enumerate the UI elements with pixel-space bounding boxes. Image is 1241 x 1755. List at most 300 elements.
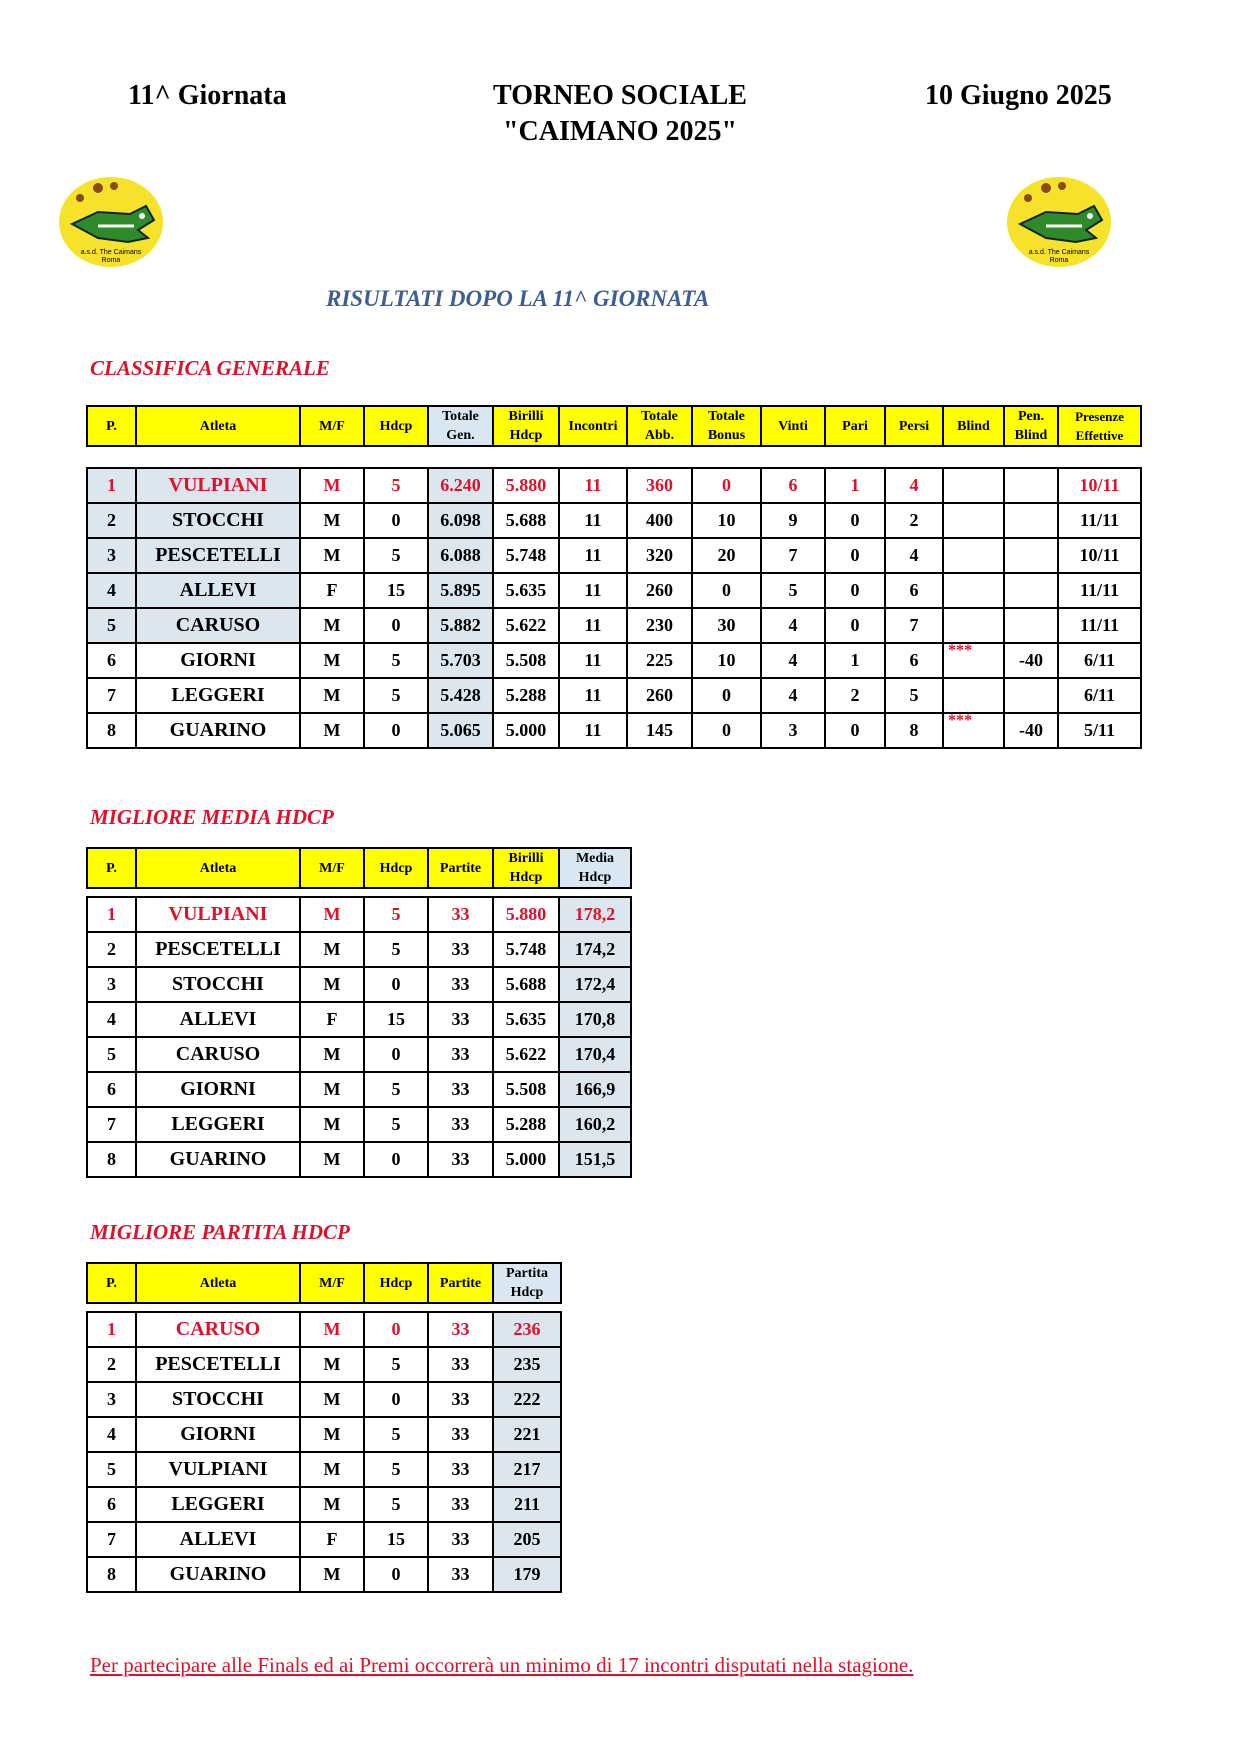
cell-incontri: 11 [559,678,627,713]
cell-mf: M [300,967,364,1002]
cell-atleta: CARUSO [136,1037,300,1072]
table-row [87,1452,561,1487]
cell-presenze: 10/11 [1058,538,1141,573]
cell-mf: M [300,538,364,573]
spacer-cell [87,446,136,468]
cell-atleta: VULPIANI [136,897,300,932]
cell-atleta: STOCCHI [136,1382,300,1417]
cell-abb: 320 [627,538,692,573]
col-header: Media Hdcp [559,848,631,888]
cell-atleta: VULPIANI [136,468,300,503]
cell-media: 178,2 [559,897,631,932]
media-header-row [87,848,631,888]
cell-p: 2 [87,932,136,967]
spacer-cell [559,888,631,897]
cell-partite: 33 [428,967,493,1002]
cell-atleta: ALLEVI [136,1522,300,1557]
cell-media: 170,8 [559,1002,631,1037]
cell-atleta: LEGGERI [136,1107,300,1142]
spacer-cell [493,1303,561,1312]
cell-pari: 2 [825,678,885,713]
cell-birilli: 5.508 [493,643,559,678]
cell-birilli: 5.748 [493,932,559,967]
cell-mf: M [300,643,364,678]
cell-atleta: GUARINO [136,1142,300,1177]
cell-mf: F [300,1002,364,1037]
cell-pen: -40 [1004,713,1058,748]
col-header: M/F [300,1263,364,1303]
cell-birilli: 5.622 [493,1037,559,1072]
col-header: P. [87,406,136,446]
cell-p: 7 [87,678,136,713]
cell-p: 6 [87,643,136,678]
cell-media: 151,5 [559,1142,631,1177]
cell-media: 170,4 [559,1037,631,1072]
cell-atleta: ALLEVI [136,1002,300,1037]
spacer-cell [300,888,364,897]
col-header: Atleta [136,848,300,888]
cell-partite: 33 [428,1382,493,1417]
cell-p: 7 [87,1522,136,1557]
cell-incontri: 11 [559,468,627,503]
cell-birilli: 5.635 [493,1002,559,1037]
table-row [87,1002,631,1037]
col-header: Partite [428,848,493,888]
cell-hdcp: 5 [364,1107,428,1142]
cell-blind [943,608,1004,643]
col-header: Hdcp [364,848,428,888]
col-header: Pen. Blind [1004,406,1058,446]
spacer-cell [364,1303,428,1312]
cell-birilli: 5.622 [493,608,559,643]
cell-birilli: 5.508 [493,1072,559,1107]
cell-abb: 260 [627,573,692,608]
classifica-table [86,405,1142,749]
cell-partite: 33 [428,1002,493,1037]
cell-partite: 33 [428,1107,493,1142]
spacer-cell [364,446,428,468]
spacer-cell [885,446,943,468]
cell-abb: 400 [627,503,692,538]
cell-mf: F [300,1522,364,1557]
cell-birilli: 5.288 [493,678,559,713]
table-row [87,932,631,967]
table-row [87,897,631,932]
cell-abb: 260 [627,678,692,713]
cell-vinti: 5 [761,573,825,608]
spacer-cell [1058,446,1141,468]
cell-p: 5 [87,1037,136,1072]
cell-partite: 33 [428,1487,493,1522]
cell-persi: 5 [885,678,943,713]
logo-text-line1: a.s.d. The Caimans [80,249,142,256]
cell-blind [943,713,1004,748]
cell-persi: 7 [885,608,943,643]
cell-partite: 33 [428,1312,493,1347]
cell-tot-gen: 6.098 [428,503,493,538]
cell-partite: 33 [428,1417,493,1452]
cell-pen [1004,538,1058,573]
cell-p: 6 [87,1487,136,1522]
cell-p: 8 [87,713,136,748]
cell-abb: 145 [627,713,692,748]
cell-partite: 33 [428,932,493,967]
cell-persi: 6 [885,643,943,678]
cell-mf: M [300,1107,364,1142]
cell-persi: 6 [885,573,943,608]
cell-tot-gen: 5.895 [428,573,493,608]
tournament-title [420,80,820,148]
table-row [87,503,1141,538]
spacer-cell [627,446,692,468]
cell-incontri: 11 [559,503,627,538]
spacer-cell [761,446,825,468]
cell-incontri: 11 [559,608,627,643]
cell-hdcp: 5 [364,468,428,503]
cell-partite: 33 [428,1557,493,1592]
cell-bonus: 10 [692,643,761,678]
cell-hdcp: 0 [364,1142,428,1177]
cell-hdcp: 5 [364,1487,428,1522]
cell-partite: 33 [428,1347,493,1382]
table-row [87,1312,561,1347]
cell-atleta: GIORNI [136,1072,300,1107]
cell-p: 1 [87,1312,136,1347]
title-line1: TORNEO SOCIALE [493,80,747,111]
footer-note: Per partecipare alle Finals ed ai Premi occorrerà un minimo di 17 incontri disputati nella stagione. [90,1653,914,1677]
cell-atleta: STOCCHI [136,967,300,1002]
cell-birilli: 5.880 [493,897,559,932]
cell-birilli: 5.000 [493,1142,559,1177]
cell-p: 1 [87,468,136,503]
cell-hdcp: 5 [364,643,428,678]
cell-blind [943,468,1004,503]
cell-bonus: 0 [692,468,761,503]
cell-pari: 0 [825,608,885,643]
col-header: Hdcp [364,1263,428,1303]
cell-hdcp: 0 [364,1037,428,1072]
partita-table [86,1262,562,1593]
cell-atleta: GIORNI [136,1417,300,1452]
table-row [87,608,1141,643]
cell-hdcp: 0 [364,608,428,643]
spacer-cell [428,1303,493,1312]
cell-atleta: PESCETELLI [136,1347,300,1382]
cell-p: 4 [87,1002,136,1037]
spacer-cell [1004,446,1058,468]
cell-birilli: 5.880 [493,468,559,503]
col-header: Partite [428,1263,493,1303]
table-row [87,1417,561,1452]
cell-p: 4 [87,573,136,608]
col-header: Hdcp [364,406,428,446]
cell-p: 2 [87,503,136,538]
cell-hdcp: 15 [364,1002,428,1037]
col-header: Vinti [761,406,825,446]
blind-stars: *** [948,643,972,659]
cell-partita: 179 [493,1557,561,1592]
cell-bonus: 0 [692,573,761,608]
cell-blind [943,678,1004,713]
media-title: MIGLIORE MEDIA HDCP [90,805,334,829]
cell-atleta: CARUSO [136,608,300,643]
crocodile-logo-icon [58,176,164,268]
cell-pen: -40 [1004,643,1058,678]
cell-atleta: PESCETELLI [136,538,300,573]
cell-pari: 1 [825,643,885,678]
cell-p: 3 [87,967,136,1002]
col-header: Atleta [136,1263,300,1303]
cell-pen [1004,468,1058,503]
table-row [87,1037,631,1072]
spacer-cell [493,446,559,468]
cell-partita: 217 [493,1452,561,1487]
cell-atleta: VULPIANI [136,1452,300,1487]
cell-persi: 8 [885,713,943,748]
cell-pari: 0 [825,538,885,573]
cell-birilli: 5.688 [493,503,559,538]
spacer-cell [825,446,885,468]
cell-p: 2 [87,1347,136,1382]
cell-hdcp: 15 [364,1522,428,1557]
spacer-cell [87,1303,136,1312]
cell-p: 8 [87,1557,136,1592]
cell-partite: 33 [428,1522,493,1557]
spacer-cell [364,888,428,897]
table-row [87,1142,631,1177]
table-row [87,1487,561,1522]
col-header: Totale Gen. [428,406,493,446]
cell-presenze: 10/11 [1058,468,1141,503]
cell-tot-gen: 6.088 [428,538,493,573]
cell-media: 166,9 [559,1072,631,1107]
spacer-cell [428,446,493,468]
cell-media: 174,2 [559,932,631,967]
cell-partite: 33 [428,1142,493,1177]
cell-pari: 0 [825,713,885,748]
cell-mf: M [300,1557,364,1592]
round-label: 11^ Giornata [128,80,287,111]
cell-mf: M [300,1382,364,1417]
cell-pen [1004,503,1058,538]
cell-mf: F [300,573,364,608]
cell-partite: 33 [428,1452,493,1487]
cell-p: 5 [87,608,136,643]
cell-persi: 4 [885,538,943,573]
cell-mf: M [300,932,364,967]
cell-bonus: 20 [692,538,761,573]
cell-presenze: 11/11 [1058,608,1141,643]
spacer-cell [493,888,559,897]
cell-partite: 33 [428,1072,493,1107]
cell-p: 3 [87,1382,136,1417]
col-header: Totale Abb. [627,406,692,446]
cell-partite: 33 [428,897,493,932]
table-row [87,1557,561,1592]
col-header: Atleta [136,406,300,446]
table-row [87,1107,631,1142]
col-header: Incontri [559,406,627,446]
cell-hdcp: 5 [364,1347,428,1382]
cell-presenze: 5/11 [1058,713,1141,748]
cell-media: 172,4 [559,967,631,1002]
media-table [86,847,632,1178]
cell-birilli: 5.635 [493,573,559,608]
cell-vinti: 7 [761,538,825,573]
col-header: M/F [300,848,364,888]
cell-hdcp: 5 [364,1072,428,1107]
cell-mf: M [300,1312,364,1347]
cell-partita: 236 [493,1312,561,1347]
col-header: Totale Bonus [692,406,761,446]
spacer-cell [87,888,136,897]
cell-presenze: 11/11 [1058,573,1141,608]
col-header: Partita Hdcp [493,1263,561,1303]
cell-hdcp: 5 [364,1452,428,1487]
cell-mf: M [300,503,364,538]
cell-atleta: STOCCHI [136,503,300,538]
cell-blind [943,538,1004,573]
cell-p: 6 [87,1072,136,1107]
cell-mf: M [300,468,364,503]
spacer-cell [136,446,300,468]
logo-right-text-line2: Roma [1049,257,1069,264]
cell-birilli: 5.000 [493,713,559,748]
cell-hdcp: 0 [364,967,428,1002]
cell-p: 7 [87,1107,136,1142]
cell-mf: M [300,1452,364,1487]
table-row [87,1347,561,1382]
col-header: Birilli Hdcp [493,848,559,888]
cell-mf: M [300,1072,364,1107]
date-label: 10 Giugno 2025 [925,80,1112,111]
cell-vinti: 4 [761,608,825,643]
col-header: Birilli Hdcp [493,406,559,446]
cell-p: 1 [87,897,136,932]
cell-vinti: 9 [761,503,825,538]
cell-hdcp: 0 [364,1382,428,1417]
cell-abb: 225 [627,643,692,678]
table-row [87,468,1141,503]
blind-stars: *** [948,713,972,729]
col-header: Persi [885,406,943,446]
spacer-cell [300,1303,364,1312]
cell-atleta: GUARINO [136,713,300,748]
cell-presenze: 11/11 [1058,503,1141,538]
cell-mf: M [300,713,364,748]
cell-p: 8 [87,1142,136,1177]
table-row [87,1382,561,1417]
table-row [87,573,1141,608]
partita-title: MIGLIORE PARTITA HDCP [90,1220,350,1244]
cell-blind [943,573,1004,608]
cell-mf: M [300,678,364,713]
spacer-cell [428,888,493,897]
results-subtitle: RISULTATI DOPO LA 11^ GIORNATA [326,286,710,311]
spacer-cell [300,446,364,468]
cell-atleta: ALLEVI [136,573,300,608]
spacer-cell [943,446,1004,468]
cell-abb: 360 [627,468,692,503]
cell-partita: 205 [493,1522,561,1557]
crocodile-logo-icon-right [1006,176,1112,268]
cell-pen [1004,678,1058,713]
cell-hdcp: 5 [364,897,428,932]
cell-incontri: 11 [559,643,627,678]
cell-partite: 33 [428,1037,493,1072]
cell-tot-gen: 5.882 [428,608,493,643]
cell-mf: M [300,1347,364,1382]
cell-persi: 4 [885,468,943,503]
col-header: P. [87,848,136,888]
col-header: Pari [825,406,885,446]
cell-mf: M [300,1142,364,1177]
cell-birilli: 5.288 [493,1107,559,1142]
spacer-cell [559,446,627,468]
col-header: M/F [300,406,364,446]
cell-incontri: 11 [559,573,627,608]
cell-pari: 0 [825,503,885,538]
cell-hdcp: 0 [364,1312,428,1347]
classifica-header-row [87,406,1141,446]
cell-mf: M [300,1417,364,1452]
cell-partita: 211 [493,1487,561,1522]
cell-hdcp: 5 [364,1417,428,1452]
cell-atleta: LEGGERI [136,678,300,713]
cell-incontri: 11 [559,538,627,573]
table-row [87,678,1141,713]
title-line2: "CAIMANO 2025" [502,116,738,147]
cell-hdcp: 5 [364,678,428,713]
table-row [87,1072,631,1107]
cell-vinti: 4 [761,678,825,713]
cell-hdcp: 5 [364,932,428,967]
cell-tot-gen: 5.065 [428,713,493,748]
cell-pari: 1 [825,468,885,503]
table-row [87,967,631,1002]
cell-hdcp: 15 [364,573,428,608]
cell-mf: M [300,1037,364,1072]
cell-hdcp: 0 [364,713,428,748]
cell-mf: M [300,608,364,643]
cell-atleta: GIORNI [136,643,300,678]
cell-bonus: 0 [692,713,761,748]
cell-persi: 2 [885,503,943,538]
cell-hdcp: 5 [364,538,428,573]
logo-text-line2: Roma [101,257,121,264]
cell-mf: M [300,1487,364,1522]
table-row [87,643,1141,678]
cell-atleta: CARUSO [136,1312,300,1347]
logo-right-text-line1: a.s.d. The Caimans [1028,249,1090,256]
cell-vinti: 4 [761,643,825,678]
cell-tot-gen: 6.240 [428,468,493,503]
cell-incontri: 11 [559,713,627,748]
cell-vinti: 3 [761,713,825,748]
col-header: Presenze Effettive [1058,406,1141,446]
cell-partita: 235 [493,1347,561,1382]
cell-p: 3 [87,538,136,573]
cell-mf: M [300,897,364,932]
cell-vinti: 6 [761,468,825,503]
cell-atleta: PESCETELLI [136,932,300,967]
table-row [87,1522,561,1557]
cell-tot-gen: 5.428 [428,678,493,713]
spacer-cell [136,1303,300,1312]
table-row [87,713,1141,748]
cell-birilli: 5.688 [493,967,559,1002]
col-header: Blind [943,406,1004,446]
